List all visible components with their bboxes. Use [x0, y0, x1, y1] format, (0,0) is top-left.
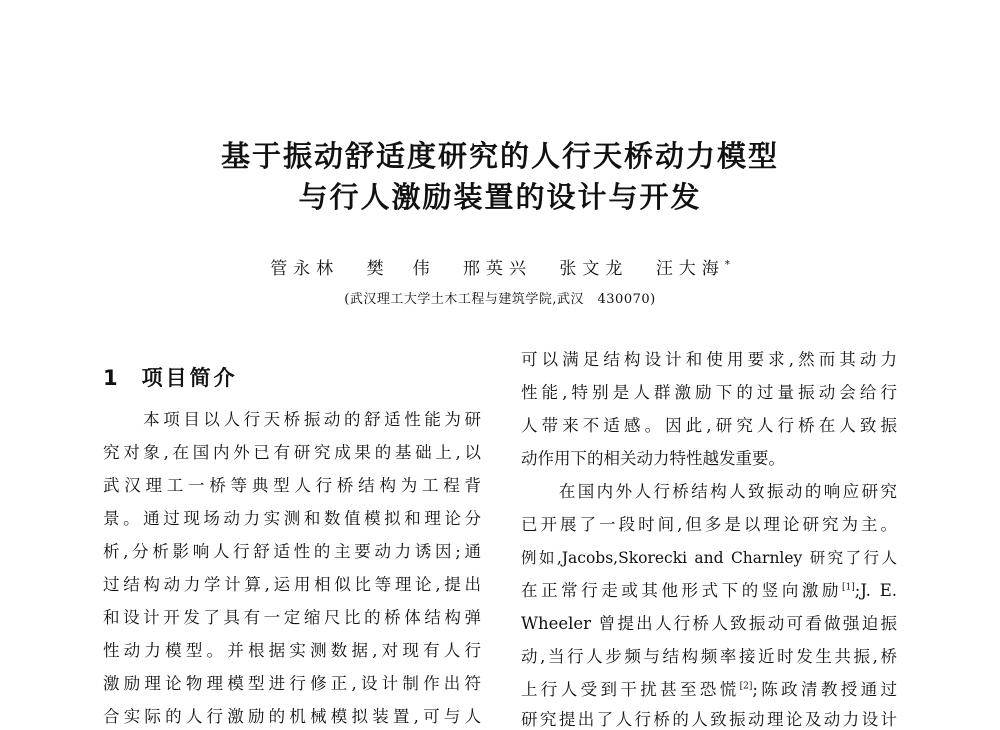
- paragraph-line: 究对象,在国内外已有研究成果的基础上,以: [103, 443, 481, 462]
- paragraph-line: 析,分析影响人行舒适性的主要动力诱因;通: [103, 542, 481, 561]
- author-name: 汪大海: [655, 259, 725, 279]
- author: [656, 259, 730, 279]
- author: 樊 伟: [366, 259, 436, 279]
- corresponding-author-mark: *: [724, 259, 730, 271]
- title-line-1: 基于振动舒适度研究的人行天桥动力模型: [220, 139, 779, 173]
- paragraph-line: 研究提出了人行桥的人致振动理论及动力设计: [521, 710, 897, 729]
- paragraph-line: Wheeler 曾提出人行桥人致振动可看做强迫振: [521, 614, 897, 633]
- section-heading: [103, 362, 238, 392]
- paragraph-line: 本项目以人行天桥振动的舒适性能为研: [103, 410, 481, 429]
- author: 张文龙: [559, 259, 629, 279]
- affiliation: (武汉理工大学土木工程与建筑学院,武汉 430070): [344, 292, 656, 307]
- paragraph-line: 已开展了一段时间,但多是以理论研究为主。: [521, 515, 897, 534]
- paragraph-line: 可以满足结构设计和使用要求,然而其动力: [521, 350, 897, 369]
- title-line-2: 与行人激励装置的设计与开发: [298, 180, 702, 214]
- author: 管永林: [270, 259, 340, 279]
- line-text: ;陈政清教授通过: [752, 680, 898, 699]
- section-title: 项目简介: [141, 366, 238, 390]
- line-text: 上行人受到干扰甚至恐慌: [521, 680, 740, 699]
- section-number: 1: [103, 366, 118, 390]
- paragraph-line: 和设计开发了具有一定缩尺比的桥体结构弹: [103, 608, 481, 627]
- paragraph-line: 景。通过现场动力实测和数值模拟和理论分: [103, 509, 481, 528]
- citation-ref-1[interactable]: [1]: [842, 582, 855, 593]
- paragraph-line: 动作用下的相关动力特性越发重要。: [521, 449, 785, 468]
- paragraph-line: 例如,Jacobs,Skorecki and Charnley 研究了行人: [521, 549, 897, 567]
- paragraph-line: [521, 581, 897, 601]
- paragraph-line: [521, 680, 897, 700]
- author: 邢英兴: [463, 259, 532, 279]
- citation-ref-2[interactable]: [2]: [739, 681, 753, 692]
- paragraph-line: 人带来不适感。因此,研究人行桥在人致振: [521, 416, 897, 435]
- paragraph-line: 动,当行人步频与结构频率接近时发生共振,桥: [521, 647, 897, 666]
- line-text: ;J. E.: [854, 581, 898, 600]
- author-list: [0, 254, 1000, 279]
- paragraph-line: 过结构动力学计算,运用相似比等理论,提出: [103, 575, 481, 594]
- paragraph-line: 性动力模型。并根据实测数据,对现有人行: [103, 641, 481, 660]
- paragraph-line: 激励理论物理模型进行修正,设计制作出符: [103, 674, 481, 693]
- line-text: 在正常行走或其他形式下的竖向激励: [521, 581, 843, 600]
- paragraph-line: 武汉理工一桥等典型人行桥结构为工程背: [103, 476, 481, 495]
- paragraph-line: 在国内外人行桥结构人致振动的响应研究: [521, 482, 897, 501]
- paragraph-line: 性能,特别是人群激励下的过量振动会给行: [521, 383, 897, 402]
- paragraph-line: 合实际的人行激励的机械模拟装置,可与人: [103, 707, 481, 726]
